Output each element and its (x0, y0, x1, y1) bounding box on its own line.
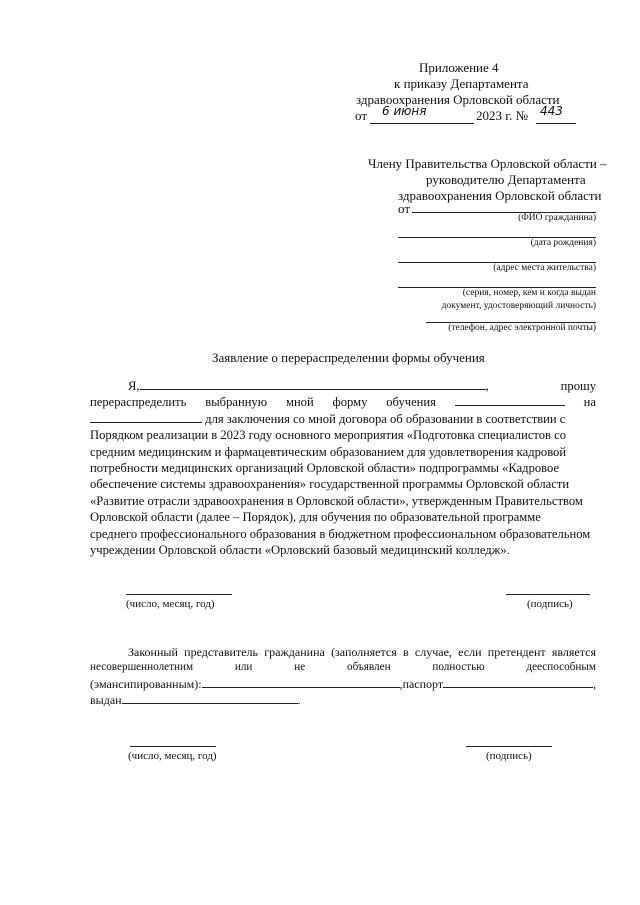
rep-word: в (402, 645, 409, 659)
rep-word: случае, (414, 645, 452, 659)
rep-word: несовершеннолетним (90, 661, 194, 673)
rep-name-line (202, 676, 400, 688)
field-contacts-label: (телефон, адрес электронной почты) (448, 323, 596, 333)
rep-emancipated: (эмансипированным): (90, 677, 202, 691)
rep-issued-line (122, 692, 298, 704)
new-form-line (90, 411, 202, 423)
body-line-1 (90, 378, 596, 394)
rep-word: (заполняется (331, 645, 397, 659)
body-line-7: обеспечение системы здравоохранения» государственной программы Орловской области (90, 477, 570, 492)
application-body (90, 378, 596, 558)
rep-comma: , (399, 677, 403, 691)
rep-word: является (551, 645, 596, 659)
rep-word: полностью (432, 661, 485, 673)
date-underline (370, 123, 474, 124)
body-word: обучения (386, 395, 436, 410)
body-line-9: Орловской области (далее – Порядок), для обучения по образовательной программе (90, 510, 541, 525)
sign-label-1: (подпись) (527, 598, 573, 610)
sign-line-1 (506, 594, 590, 595)
body-line-10: среднего профессионального образования в бюджетном профессиональном образовательном (90, 526, 591, 541)
date-label-1: (число, месяц, год) (126, 598, 215, 610)
representative-line-3 (90, 676, 596, 692)
body-line-8: «Развитие отрасли здравоохранения в Орловской области», утвержденным Правительством (90, 493, 583, 508)
date-label-2: (число, месяц, год) (128, 750, 217, 762)
rep-word: Законный (128, 645, 178, 659)
addressee-line2: руководителю Департамента (426, 172, 586, 187)
field-doc-label-2: документ, удостоверяющий личность) (441, 301, 596, 311)
field-doc-label-1: (серия, номер, кем и когда выдан (462, 288, 596, 298)
rep-word: объявлен (346, 661, 391, 673)
field-birth-label: (дата рождения) (530, 238, 596, 248)
body-ya: Я, (128, 379, 140, 393)
body-word: мной (285, 395, 314, 410)
rep-word: или (234, 661, 253, 673)
current-form-line (455, 394, 565, 406)
number-underline (536, 123, 576, 124)
body-line-3 (90, 411, 596, 427)
rep-word: гражданина (264, 645, 325, 659)
body-line-4: Порядком реализации в 2023 году основного мероприятия «Подготовка специалистов со (90, 428, 567, 443)
addressee-from: от (398, 201, 411, 216)
rep-word: если (458, 645, 482, 659)
addressee-line1: Члену Правительства Орловской области – (368, 156, 607, 171)
applicant-name-line (140, 378, 486, 390)
body-line-11: учреждении Орловской области «Орловский базовый медицинский колледж». (90, 543, 510, 558)
body-proshu: прошу (560, 379, 596, 393)
date-signature-line-2 (130, 746, 216, 747)
appendix-number: Приложение 4 (419, 60, 499, 75)
addressee-line3: здравоохранения Орловской области (398, 188, 602, 203)
body-comma: , (485, 379, 489, 393)
body-word: выбранную (205, 395, 268, 410)
field-fio-label: (ФИО гражданина) (518, 213, 596, 223)
body-text: для заключения со мной договора об образовании в соответствии с (205, 411, 566, 426)
date-signature-line (126, 594, 232, 595)
sign-label-2: (подпись) (486, 750, 532, 762)
representative-line-1 (90, 645, 596, 660)
field-address-label: (адрес места жительства) (493, 263, 596, 273)
body-word: на (583, 395, 596, 410)
body-line-2 (90, 394, 596, 410)
rep-passport-line (443, 676, 593, 688)
appendix-department: здравоохранения Орловской области (356, 92, 560, 107)
document-title: Заявление о перераспределении формы обучения (212, 350, 485, 365)
sign-line-2 (466, 746, 552, 747)
handwritten-number: 443 (540, 104, 563, 118)
body-line-5: средним медицинским и фармацевтическим образованием для удовлетворения кадровой (90, 444, 567, 459)
appendix-year: 2023 г. № (476, 108, 529, 123)
rep-passport-label: паспорт (402, 677, 444, 691)
body-word: форму (332, 395, 368, 410)
appendix-date-prefix: от (355, 108, 368, 123)
rep-word: представитель (184, 645, 258, 659)
rep-word: дееспособным (526, 661, 596, 673)
representative-line-4 (90, 692, 301, 708)
representative-line-2 (90, 661, 596, 673)
rep-comma: , (593, 677, 597, 691)
rep-issued-label: выдан (90, 693, 122, 707)
rep-period: . (297, 693, 301, 707)
body-line-6: потребности медицинских организаций Орловской области» подпрограммы «Кадровое (90, 461, 560, 476)
rep-word: претендент (487, 645, 546, 659)
handwritten-date: 6 июня (382, 104, 427, 118)
appendix-order-ref: к приказу Департамента (394, 76, 529, 91)
body-word: перераспределить (90, 395, 187, 410)
rep-word: не (294, 661, 306, 673)
